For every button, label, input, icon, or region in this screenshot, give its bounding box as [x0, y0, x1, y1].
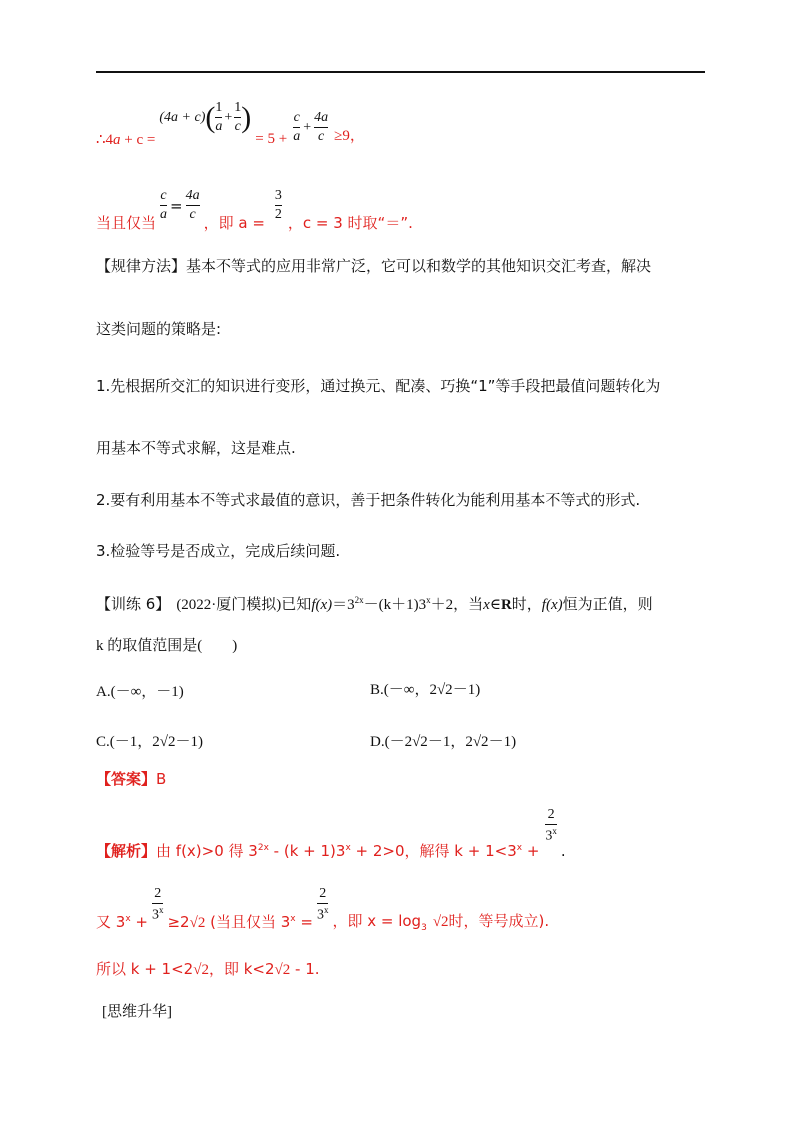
- therefore-expr: ∴4a + c =: [96, 132, 156, 148]
- analysis-line-1: 【解析】由 f(x)>0 得 $3^{2x} - (k + 1)3^x + 2>0$，解得 $k + 1<3^x$ + $\frac{2}{3^x}$ .: [96, 806, 566, 860]
- section-heading-thinking: [思维升华]: [102, 1004, 172, 1020]
- method-point-1a: 1.先根据所交汇的知识进行变形，通过换元、配凑、巧换“1”等手段把最值问题转化为: [96, 377, 661, 395]
- method-line-2: 这类问题的策略是:: [96, 320, 222, 338]
- frac-2-over-3x-1: $\frac{2}{3^x}$: [545, 806, 557, 844]
- product-expr: (4a + c) ( $\frac{1}{a}$ + $\frac{1}{c}$ ): [159, 100, 252, 134]
- analysis-line-2: 又 $3^x$ + $\frac{2}{3^x}$ ≥2√2 (当且仅当 $3^x$ = $\frac{2}{3^x}$ ，即 $x = \log_3 √2$时，等号成立).: [96, 885, 550, 933]
- frac-2-over-3x-2: $\frac{2}{3^x}$: [151, 885, 164, 923]
- option-a[interactable]: A.(－∞，－1): [96, 684, 184, 700]
- frac-2-over-3x-3: $\frac{2}{3^x}$: [316, 885, 329, 923]
- training-question-line-1: 【训练 6】 (2022·厦门模拟)已知$f(x)=3^{2x}-(k+1)3^x+2$，当x∈R时，f(x)恒为正值，则: [96, 595, 653, 613]
- answer-line: 【答案】B: [96, 770, 167, 788]
- method-point-1b: 用基本不等式求解，这是难点.: [96, 439, 296, 457]
- frac-4a-over-c: $\frac{4a}{c}$: [314, 110, 329, 144]
- option-b[interactable]: B.(－∞，2√2－1): [370, 682, 481, 698]
- method-point-3: 3.检验等号是否成立，完成后续问题.: [96, 542, 341, 560]
- frac-3-over-2: $\frac{3}{2}$: [274, 188, 282, 222]
- frac-1-over-c: $\frac{1}{c}$: [234, 100, 242, 134]
- frac-4a-over-c-2: $\frac{4a}{c}$: [185, 188, 200, 222]
- analysis-line-3: 所以 k + 1<2√2，即 k<2√2 - 1.: [96, 960, 320, 978]
- top-rule: [96, 71, 705, 73]
- training-question-line-2: k 的取值范围是( ): [96, 638, 238, 654]
- method-line-1: 【规律方法】基本不等式的应用非常广泛，它可以和数学的其他知识交汇考查，解决: [96, 257, 652, 275]
- frac-c-over-a-2: $\frac{c}{a}$: [160, 188, 168, 222]
- frac-c-over-a: $\frac{c}{a}$: [293, 110, 301, 144]
- option-d[interactable]: D.(－2√2－1，2√2－1): [370, 734, 517, 750]
- option-c[interactable]: C.(－1，2√2－1): [96, 734, 203, 750]
- derivation-line-2: 当且仅当 $\frac{c}{a}$ = $\frac{4a}{c}$ ，即 a = $\frac{3}{2}$ ，c = 3 时取“＝”.: [96, 188, 413, 232]
- method-point-2: 2.要有利用基本不等式求最值的意识，善于把条件转化为能利用基本不等式的形式.: [96, 491, 641, 509]
- derivation-line-1: ∴4a + c = (4a + c) ( $\frac{1}{a}$ + $\frac{1}{c}$ ) = 5 + $\frac{c}{a}$ + $\frac{4a}{c}$ ≥9，: [96, 100, 365, 148]
- frac-1-over-a: $\frac{1}{a}$: [215, 100, 223, 134]
